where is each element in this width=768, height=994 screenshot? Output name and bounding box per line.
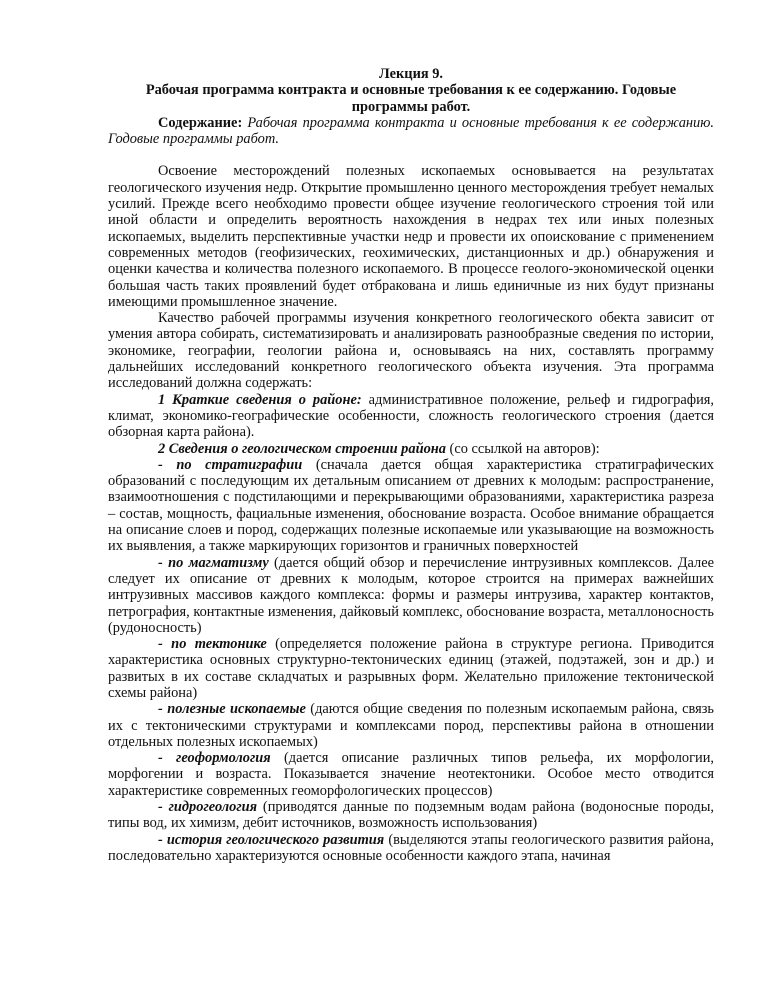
section-1-text: административное положение, рельеф и гидрография, климат, экономико-географические особенности, сложность геологического строения (дается обзорная карта района). [108,391,714,441]
magmatism-text: (дается общий обзор и перечисление интрузивных комплексов. Далее следует их описание от древних к молодым, которое строится на примерах важнейших интрузивных массивов каждого комплекса: формы и размеры интрузива, характер контактов, петрография, контактные изменения, дайковый комплекс, обоснование возраста, металлоносность (рудоносность) [108,554,714,636]
lecture-title: Рабочая программа контракта и основные требования к ее содержанию. Годовые программы работ. [145,82,677,115]
item-tectonics [108,636,714,701]
lecture-number: Лекция 9. [378,66,444,82]
history-heading: - история геологического развития [158,831,385,848]
item-geomorphology [108,750,714,799]
item-geological-history [108,832,714,865]
paragraph-quality: Качество рабочей программы изучения конкретного геологического обекта зависит от умения автора собирать, систематизировать и анализировать разнообразные сведения по истории, экономике, географии, геологии района и, основываясь на них, составлять программу дальнейших исследований конкретного геологического объекта изучения. Эта программа исследований должна содержать: [108,310,714,392]
item-hydrogeology [108,799,714,832]
item-stratigraphy [108,457,714,555]
paragraph-intro: Освоение месторождений полезных ископаемых основывается на результатах геологического изучения недр. Открытие промышленно ценного месторождения требует немалых усилий. Прежде всего необходимо провести общее изучение геологического строения той или иной области и определить вероятность нахождения в недрах тех или иных полезных ископаемых, выделить перспективные участки недр и провести их опоискование с применением современных методов (геофизических, геохимических, дистанционных и др.) обнаружения и оценки качества и количества полезного ископаемого. В процессе геолого-экономической оценки большая часть таких проявлений будет отбракована и лишь единичные из них будут признаны имеющими промышленное значение. [108,163,714,310]
history-text: (выделяются этапы геологического развития района, последовательно характеризуются основные особенности каждого этапа, начиная [108,831,714,864]
section-2-heading: 2 Сведения о геологическом строении района [158,440,446,457]
spacer [108,147,714,163]
minerals-heading: - полезные ископаемые [158,701,306,718]
tectonics-text: (определяется положение района в структуре региона. Приводится характеристика основных структурно-тектонических единиц (этажей, подэтажей, зон и др.) и развитых в их составе складчатых и разрывных форм. Желательно приложение тектонической схемы района) [108,636,714,701]
section-2-text: (со ссылкой на авторов): [445,440,600,457]
contents-label: Содержание: [158,114,243,131]
item-magmatism [108,555,714,636]
item-minerals [108,701,714,750]
magmatism-heading: - по магматизму [158,554,269,571]
geomorphology-heading: - геоформология [158,750,271,767]
hydrogeology-heading: - гидрогеология [158,799,258,816]
hydrogeology-text: (приводятся данные по подземным водам района (водоносные породы, типы вод, их химизм, дебит источников, возможность использования) [108,799,715,832]
contents-line [108,115,714,148]
section-district-info [108,392,714,441]
section-geology [108,441,714,457]
document-page [108,66,714,864]
section-1-heading: 1 Краткие сведения о районе: [158,391,362,408]
geomorphology-text: (дается описание различных типов рельефа, их морфологии, морфогении и возраста. Показывается значение неотектоники. Особое место отводится характеристике современных геоморфологических процессов) [108,750,715,799]
stratigraphy-heading: - по стратиграфии [158,456,303,473]
tectonics-heading: - по тектонике [158,636,267,653]
stratigraphy-text: (сначала дается общая характеристика стратиграфических образований с последующим их детальным описанием от древних к молодым: распространение, взаимоотношения с подстилающими и перекрывающими образованиями, характеристика разреза – состав, мощность, фациальные изменения, обоснование возраста. Особое внимание обращается на описание слоев и пород, содержащих полезные ископаемые или указывающие на возможность их выявления, а также маркирующих горизонтов и граничных поверхностей [108,456,714,555]
minerals-text: (даются общие сведения по полезным ископаемым района, связь их с тектоническими структурами и комплексами пород, перспективы района в отношении отдельных полезных ископаемых) [108,701,714,750]
contents-text: Рабочая программа контракта и основные требования к ее содержанию. Годовые программы работ. [108,114,714,148]
